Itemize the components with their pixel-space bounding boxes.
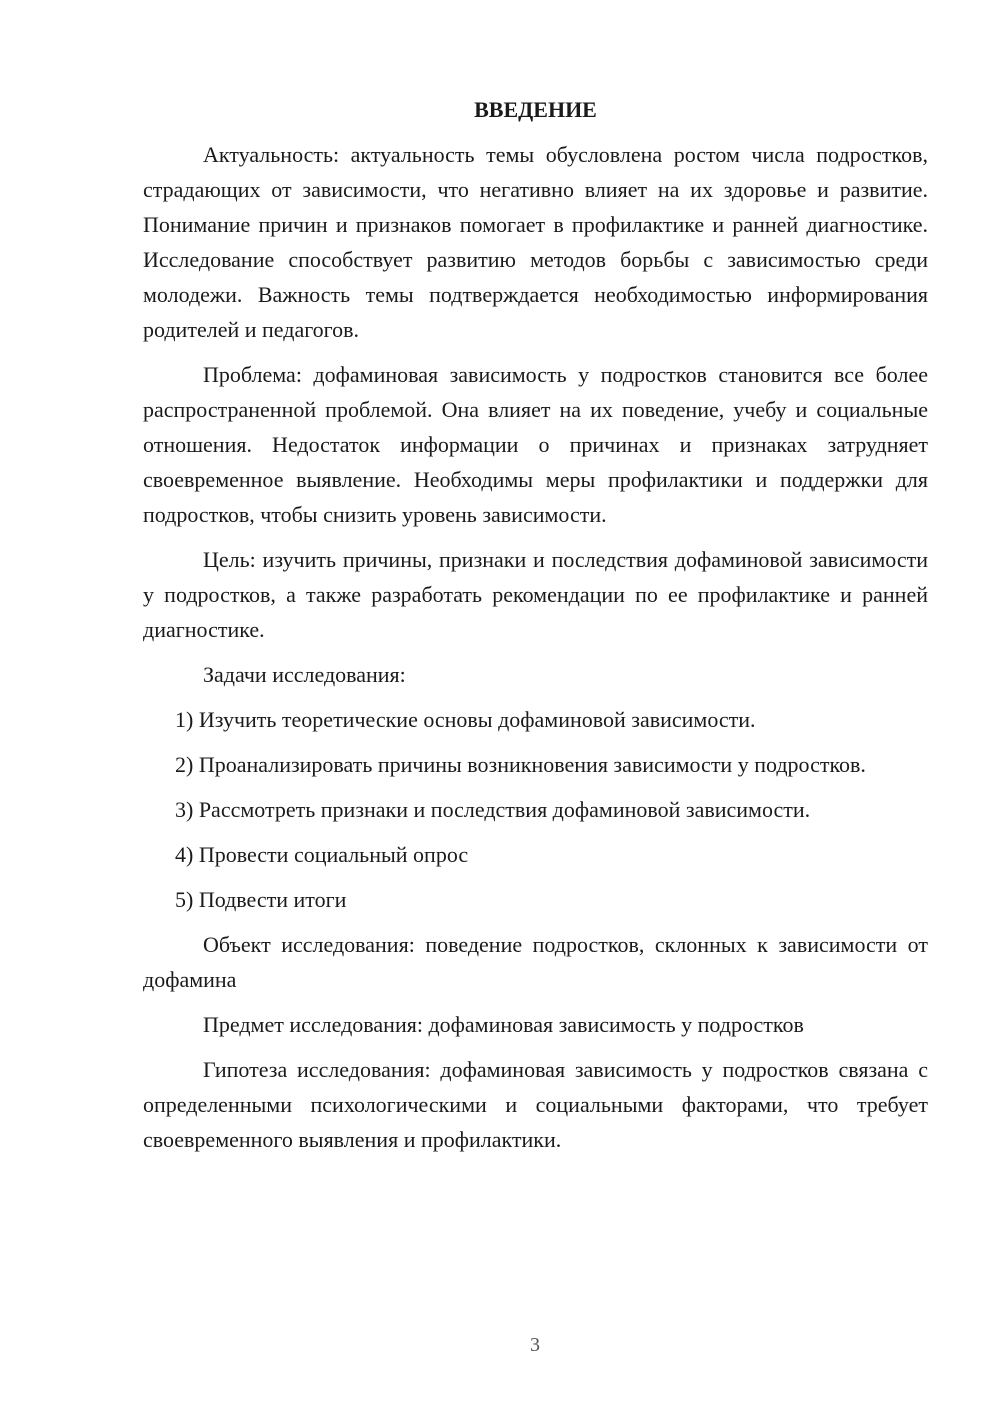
task-item-2: 2) Проанализировать причины возникновения зависимости у подростков. [175, 752, 866, 777]
goal-paragraph: Цель: изучить причины, признаки и последствия дофаминовой зависимости у подростков, а также разработать рекомендации по ее профилактике и ранней диагностике. [143, 547, 928, 642]
page-number: 3 [530, 1334, 540, 1356]
task-item-1: 1) Изучить теоретические основы дофаминовой зависимости. [175, 707, 756, 732]
tasks-heading: Задачи исследования: [203, 662, 406, 687]
task-item-5: 5) Подвести итоги [175, 887, 347, 912]
problem-paragraph: Проблема: дофаминовая зависимость у подростков становится все более распространенной проблемой. Она влияет на их поведение, учебу и социальные отношения. Недостаток информации о причинах и признаках затрудняет своевременное выявление. Необходимы меры профилактики и поддержки для подростков, чтобы снизить уровень зависимости. [143, 362, 928, 527]
object-paragraph: Объект исследования: поведение подростков, склонных к зависимости от дофамина [143, 932, 928, 992]
hypothesis-paragraph: Гипотеза исследования: дофаминовая зависимость у подростков связана с определенными психологическими и социальными факторами, что требует своевременного выявления и профилактики. [143, 1057, 928, 1152]
task-item-3: 3) Рассмотреть признаки и последствия дофаминовой зависимости. [175, 797, 811, 822]
subject-paragraph: Предмет исследования: дофаминовая зависимость у подростков [203, 1012, 804, 1037]
document-page [143, 95, 928, 1167]
relevance-paragraph: Актуальность: актуальность темы обусловлена ростом числа подростков, страдающих от зависимости, что негативно влияет на их здоровье и развитие. Понимание причин и признаков помогает в профилактике и ранней диагностике. Исследование способствует развитию методов борьбы с зависимостью среди молодежи. Важность темы подтверждается необходимостью информирования родителей и педагогов. [143, 142, 928, 342]
section-title: ВВЕДЕНИЕ [474, 97, 597, 122]
task-item-4: 4) Провести социальный опрос [175, 842, 469, 867]
